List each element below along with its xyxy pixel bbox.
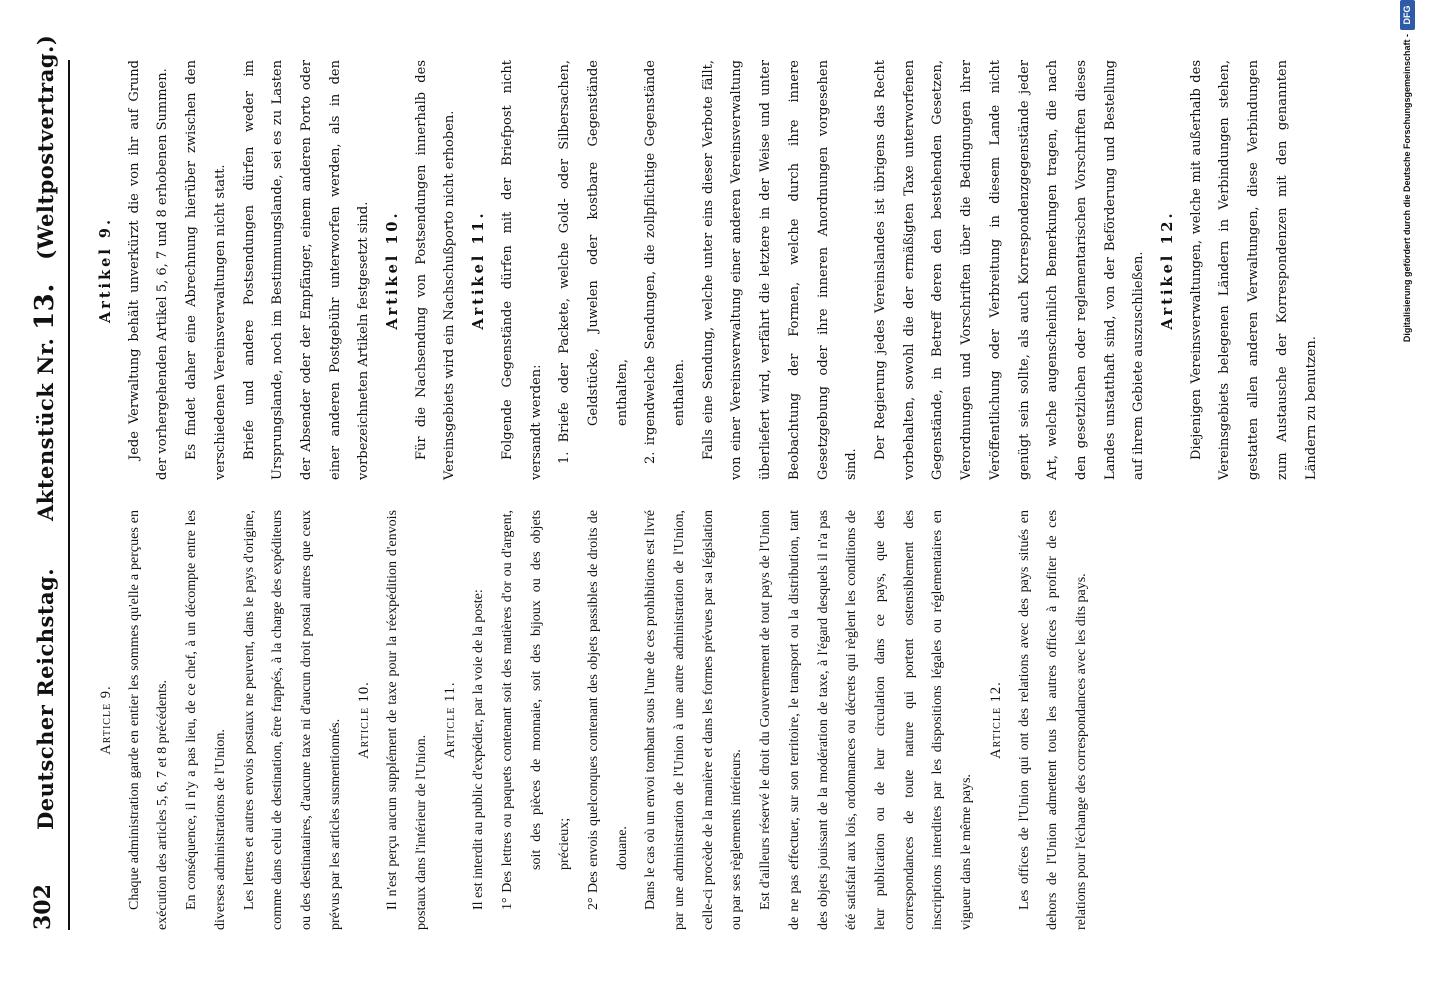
article-heading-fr-9: Article 9. (98, 685, 114, 755)
paragraph-fr: Il est interdit au public d'expédier, par la voie de la poste: (471, 589, 487, 910)
paragraph-de: Diejenigen Vereinsverwaltungen, welche mit außerhalb des Vereinsgebiets belegenen Ländern in Verbindungen stehen, gestatten allen anderen Verwaltungen, diese Verbindungen zum Austausche der Korrespondenzen mit den genannten Ländern zu benutzen. (1188, 60, 1319, 480)
paragraph-fr: Dans le cas où un envoi tombant sous l'une de ces prohibitions est livré par une administration de l'Union à une autre administration de l'Union, celle-ci procède de la manière et dans les formes prévues par sa législation ou par ses règlements intérieurs. (643, 510, 745, 930)
article-heading-de-11: Artikel 11. (470, 210, 488, 330)
paragraph-de: Falls eine Sendung, welche unter eins dieser Verbote fällt, von einer Vereinsverwaltung einer anderen Vereinsverwaltung überliefert wird, verfährt die letztere in der Weise und unter Beobachtung der Formen, welche durch ihre innere Gesetzgebung oder ihre inneren Anordnungen vorgesehen sind. (700, 60, 860, 480)
list-item-de: 1. Briefe oder Packete, welche Gold- oder Silbersachen, Geldstücke, Juwelen oder kostbare Gegenstände enthalten, (557, 60, 630, 464)
page-number: 302 (30, 884, 56, 930)
paragraph-fr: Chaque administration garde en entier les sommes qu'elle a perçues en exécution des articles 5, 6, 7 et 8 précédents. (126, 510, 171, 930)
running-head-subtitle: (Weltpostvertrag.) (33, 34, 58, 260)
article-heading-fr-11: Article 11. (442, 681, 459, 759)
list-item-fr: 2° Des envois quelconques contenant des objets passibles de droits de douane. (585, 510, 630, 910)
page-header (22, 34, 70, 930)
paragraph-fr: Il n'est perçu aucun supplément de taxe pour la réexpédition d'envois postaux dans l'intérieur de l'Union. (385, 510, 429, 930)
running-head-center: Aktenstück (33, 382, 58, 521)
running-head-number: 13. (30, 283, 60, 330)
german-column (92, 60, 1326, 480)
paragraph-fr: Les offices de l'Union qui ont des relations avec des pays situés en dehors de l'Union admettent tous les autres offices à profiter de ces relations pour l'échange des correspondances avec les dits pays. (1016, 510, 1089, 930)
digitization-credit (1398, 0, 1422, 940)
running-head-nr: Nr. (33, 337, 58, 375)
paragraph-de: Folgende Gegenstände dürfen mit der Briefpost nicht versandt werden: (499, 60, 544, 480)
article-heading-fr-10: Article 10. (356, 681, 373, 759)
paragraph-de: Briefe und andere Postsendungen dürfen weder im Ursprungslande, noch im Bestimmungslande, sei es zu Lasten der Absender oder der Empfänger, einem anderen Porto oder einer anderen Postgebühr unterworfen werden, als in den vorbezeichneten Artikeln festgesetzt sind. (241, 60, 372, 480)
credit-text: Digitalisierung gefördert durch die Deutsche Forschungsgemeinschaft - (1402, 34, 1412, 343)
paragraph-fr: En conséquence, il n'y a pas lieu, de ce chef, à un décompte entre les diverses administrations de l'Union. (184, 510, 228, 930)
running-head-left: Deutscher Reichstag. (33, 567, 58, 830)
running-head (30, 35, 60, 830)
paragraph-de: Der Regierung jedes Vereinslandes ist übrigens das Recht vorbehalten, sowohl die der ermäßigten Taxe unterworfenen Gegenstände, in Betreff deren den bestehenden Gesetzen, Verordnungen und Vorschriften über die Bedingungen ihrer Veröffentlichung oder Verbreitung in diesem Lande nicht genügt sein sollte, als auch Korrespondenzgegenstände jeder Art, welche augenscheinlich Bemerkungen tragen, die nach den gesetzlichen oder reglementarischen Vorschriften dieses Landes unstatthaft sind, von der Beförderung und Bestellung auf ihrem Gebiete auszuschließen. (872, 60, 1147, 480)
article-heading-de-12: Artikel 12. (1159, 210, 1177, 330)
list-item-fr: 1° Des lettres ou paquets contenant soit des matières d'or ou d'argent, soit des pièces de monnaie, soit des bijoux ou des objets précieux; (499, 510, 573, 910)
dfg-logo: DFG (1400, 0, 1415, 30)
article-heading-fr-12: Article 12. (987, 681, 1004, 759)
paragraph-de: Es findet daher eine Abrechnung hierüber zwischen den verschiedenen Vereinsverwaltungen nicht statt. (184, 60, 228, 480)
list-item-de: 2. irgendwelche Sendungen, die zollpflichtige Gegenstände enthalten. (643, 60, 688, 464)
article-heading-de-9: Artikel 9. (97, 216, 114, 324)
paragraph-fr: Est d'ailleurs réservé le droit du Gouvernement de tout pays de l'Union de ne pas effectuer, sur son territoire, le transport ou la distribution, tant des objets jouissant de la modération de taxe, à l'égard desquels il n'a pas été satisfait aux lois, ordonnances ou décrets qui règlent les conditions de leur publication ou de leur circulation dans ce pays, que des correspondances de toute nature qui portent ostensiblement des inscriptions interdites par les dispositions légales ou réglementaires en vigueur dans le même pays. (758, 510, 975, 930)
french-column (92, 510, 1097, 930)
paragraph-de: Für die Nachsendung von Postsendungen innerhalb des Vereinsgebiets wird ein Nachschußporto nicht erhoben. (413, 60, 458, 480)
article-heading-de-10: Artikel 10. (384, 210, 402, 330)
paragraph-fr: Les lettres et autres envois postaux ne peuvent, dans le pays d'origine, comme dans celui de destination, être frappés, à la charge des expéditeurs ou des destinataires, d'aucune taxe ni d'aucun droit postal autres que ceux prévus par les articles susmentionnés. (241, 510, 343, 930)
paragraph-de: Jede Verwaltung behält unverkürzt die von ihr auf Grund der vorhergehenden Artikel 5, 6, 7 und 8 erhobenen Summen. (126, 60, 171, 480)
